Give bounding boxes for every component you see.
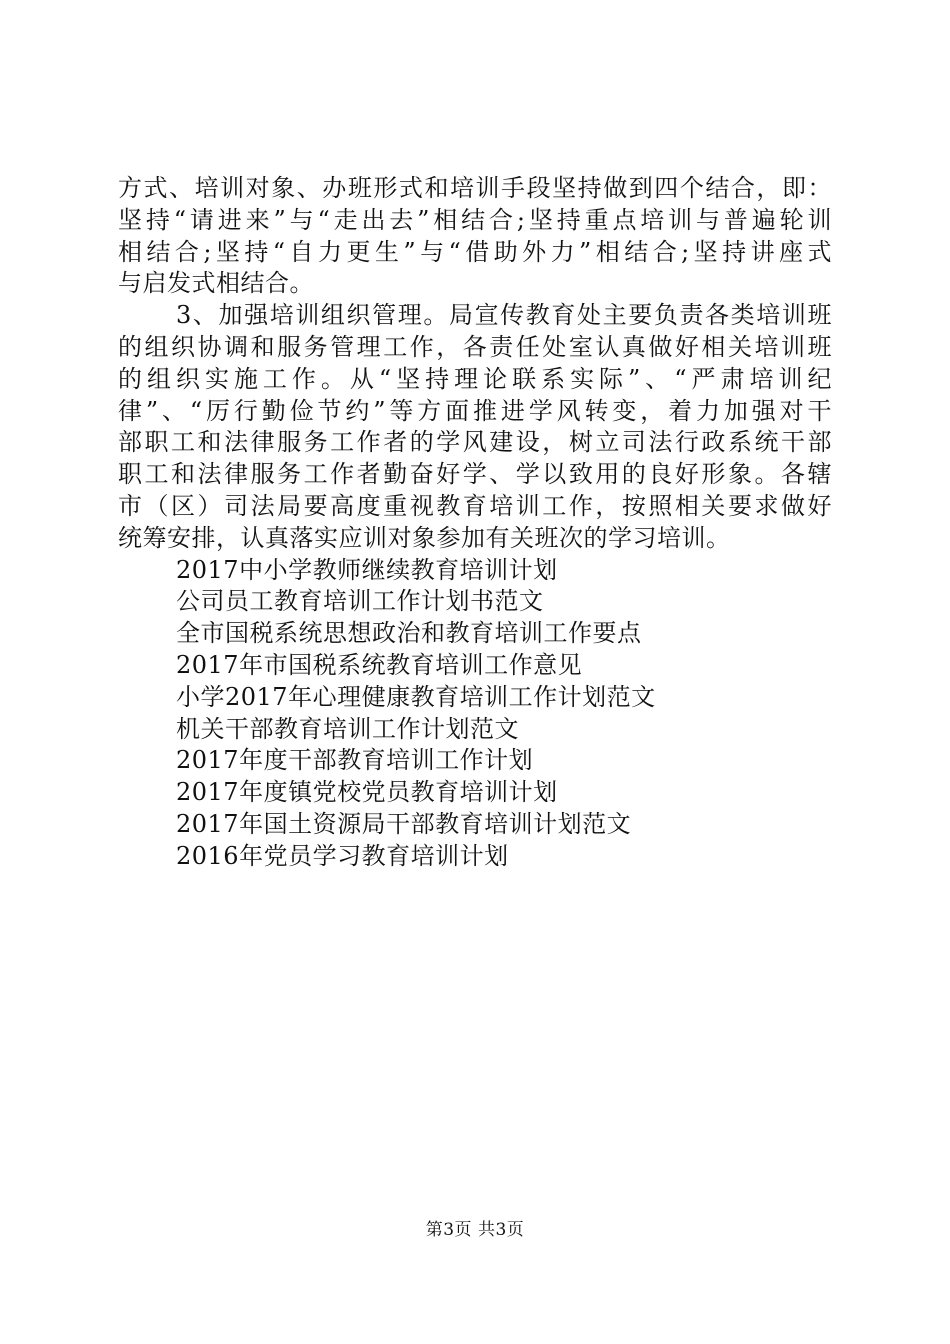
document-body <box>118 173 832 873</box>
text-line: 律”、“厉行勤俭节约”等方面推进学风转变，着力加强对干 <box>118 396 832 425</box>
text-line: 相结合;坚持“自力更生”与“借助外力”相结合;坚持讲座式 <box>118 237 832 266</box>
related-articles-list <box>118 555 832 873</box>
paragraph-3 <box>118 300 832 554</box>
related-article-link[interactable]: 2017年国土资源局干部教育培训计划范文 <box>176 809 632 838</box>
text-line: 的组织协调和服务管理工作，各责任处室认真做好相关培训班 <box>118 332 832 361</box>
text-line: 3、加强培训组织管理。局宣传教育处主要负责各类培训班 <box>176 301 832 330</box>
related-article-link[interactable]: 2017中小学教师继续教育培训计划 <box>176 555 558 584</box>
text-line: 方式、培训对象、办班形式和培训手段坚持做到四个结合，即： <box>118 174 832 202</box>
related-article-link[interactable]: 2017年度干部教育培训工作计划 <box>176 746 534 775</box>
text-line: 部职工和法律服务工作者的学风建设，树立司法行政系统干部 <box>118 428 832 457</box>
related-article-link[interactable]: 2017年市国税系统教育培训工作意见 <box>176 650 583 679</box>
text-line: 职工和法律服务工作者勤奋好学、学以致用的良好形象。各辖 <box>118 460 832 489</box>
text-line: 的组织实施工作。从“坚持理论联系实际”、“严肃培训纪 <box>118 364 832 393</box>
text-line: 市（区）司法局要高度重视教育培训工作，按照相关要求做好 <box>118 491 832 520</box>
related-article-link[interactable]: 小学2017年心理健康教育培训工作计划范文 <box>176 682 656 711</box>
text-line: 与启发式相结合。 <box>118 269 314 298</box>
paragraph-continued <box>118 173 832 300</box>
related-article-link[interactable]: 机关干部教育培训工作计划范文 <box>176 714 519 743</box>
page-number-footer: 第3页 共3页 <box>425 1220 525 1240</box>
related-article-link[interactable]: 公司员工教育培训工作计划书范文 <box>176 587 544 616</box>
related-article-link[interactable]: 全市国税系统思想政治和教育培训工作要点 <box>176 619 642 648</box>
related-article-link[interactable]: 2016年党员学习教育培训计划 <box>176 841 509 870</box>
text-line: 坚持“请进来”与“走出去”相结合;坚持重点培训与普遍轮训 <box>118 205 832 234</box>
related-article-link[interactable]: 2017年度镇党校党员教育培训计划 <box>176 778 558 807</box>
text-line: 统筹安排，认真落实应训对象参加有关班次的学习培训。 <box>118 523 731 552</box>
